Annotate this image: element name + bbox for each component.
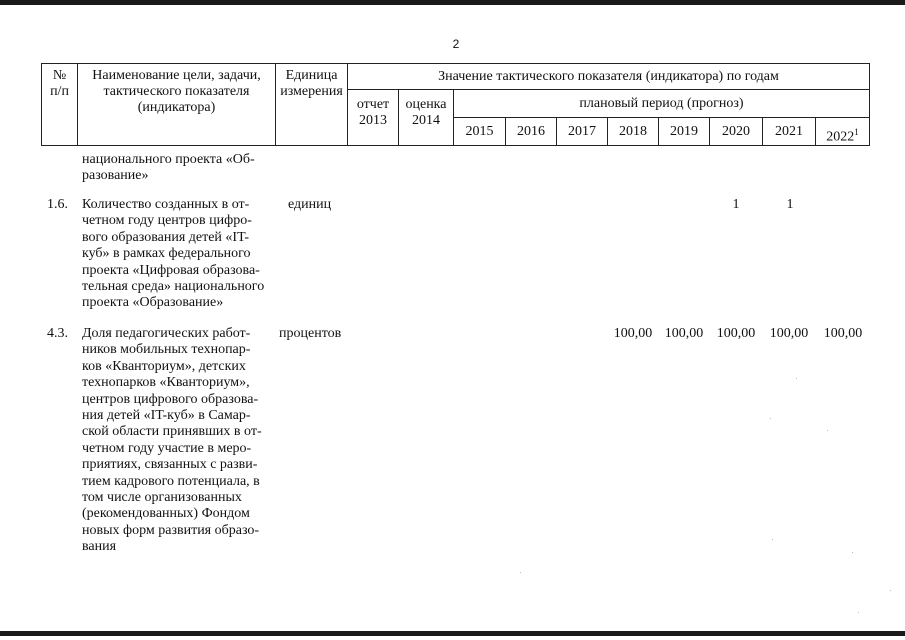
header-year: 2018 [619,124,647,139]
header-year: 2016 [517,124,545,139]
row-value-2020: 100,00 [716,326,756,341]
row-indicator-name: национального проекта «Об- разование» [82,152,255,184]
row-value-2018: 100,00 [613,326,653,341]
header-values-col: Значение тактического показателя (индикатора) по годам [438,69,779,84]
header-estimate-col: оценка 2014 [405,97,447,128]
header-year: 2017 [568,124,596,139]
row-value-2020: 1 [732,197,740,212]
row-indicator-name: Количество созданных в от- четном году центров цифро- вого образования детей «IT- куб» в рамках федерального проекта «Цифровая образова- тельная среда» национального проекта «Образование» [82,197,265,311]
page-number: 2 [452,37,460,51]
row-value-2021: 100,00 [769,326,809,341]
header-unit-col: Единица измерения [280,68,343,99]
header-year: 2021 [775,124,803,139]
header-year-2022: 2022$^1$ [826,127,859,145]
header-report-col: отчет 2013 [356,97,390,128]
bottom-border-bar [0,631,905,636]
header-name-col: Наименование цели, задачи, тактического показателя (индикатора) [92,68,261,115]
row-value-2019: 100,00 [664,326,704,341]
header-year: 2015 [465,124,494,139]
table-header [41,63,870,146]
row-value-2021: 1 [786,197,794,212]
row-value-2022: 100,00 [823,326,863,341]
header-year: 2020 [722,124,750,139]
header-year: 2019 [670,124,698,139]
row-number: 4.3. [47,326,68,341]
row-indicator-name: Доля педагогических работ- ников мобильных технопар- ков «Кванториум», детских технопарков «Кванториум», центров цифрового образова- ния детей «IT-куб» в Самар- ской области принявших в от- четном году участие в меро- приятиях, связанных с разви- тием кадрового потенциала, в том числе организованных (рекомендованных) Фондом новых форм развития образо- вания [82,326,262,555]
header-plan-period: плановый период (прогноз) [579,96,744,111]
header-number-col: № п/п [50,68,69,99]
row-unit: единиц [288,197,332,212]
row-unit: процентов [279,326,342,341]
footnote-mark: 1 [854,127,859,137]
row-number: 1.6. [47,197,68,212]
top-border-bar [0,0,905,5]
